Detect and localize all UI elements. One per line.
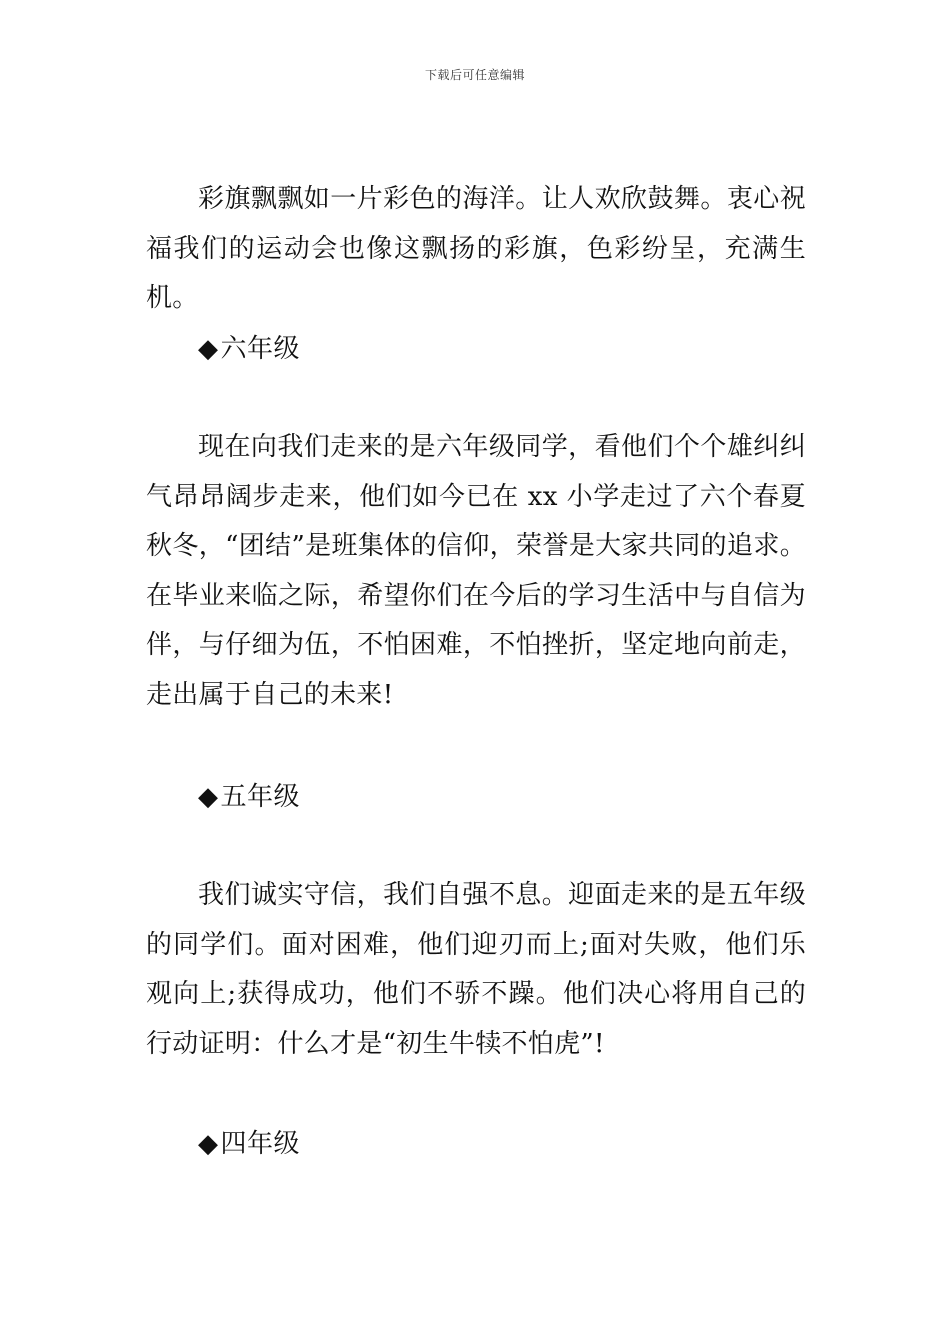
grade5-paragraph: 我们诚实守信，我们自强不息。迎面走来的是五年级的同学们。面对困难，他们迎刃而上;面对失败，他们乐观向上;获得成功，他们不骄不躁。他们决心将用自己的行动证明：什么才是“初生牛犊不怕虎”! [146, 880, 806, 1059]
grade5-heading [198, 777, 300, 817]
grade6-paragraph: 现在向我们走来的是六年级同学，看他们个个雄纠纠气昂昂阔步走来，他们如今已在 xx 小学走过了六个春夏秋冬，“团结”是班集体的信仰，荣誉是大家共同的追求。在毕业来临之际，希望你们在今后的学习生活中与自信为伴，与仔细为伍，不怕困难，不怕挫折，坚定地向前走，走出属于自己的未来! [146, 432, 806, 710]
grade4-title: 四年级 [220, 1129, 301, 1159]
grade5-title: 五年级 [220, 782, 301, 812]
grade6-title: 六年级 [220, 334, 301, 364]
diamond-bullet-icon: ◆ [198, 334, 219, 364]
intro-paragraph-block [146, 175, 806, 324]
grade5-paragraph-block [146, 871, 806, 1069]
intro-paragraph: 彩旗飘飘如一片彩色的海洋。让人欢欣鼓舞。衷心祝福我们的运动会也像这飘扬的彩旗，色彩纷呈，充满生机。 [146, 184, 806, 314]
diamond-bullet-icon: ◆ [198, 782, 219, 812]
diamond-bullet-icon: ◆ [198, 1129, 219, 1159]
grade6-paragraph-block [146, 423, 806, 721]
grade6-heading [198, 329, 300, 369]
page-header: 下载后可任意编辑 [424, 68, 525, 82]
grade4-heading [198, 1124, 300, 1164]
